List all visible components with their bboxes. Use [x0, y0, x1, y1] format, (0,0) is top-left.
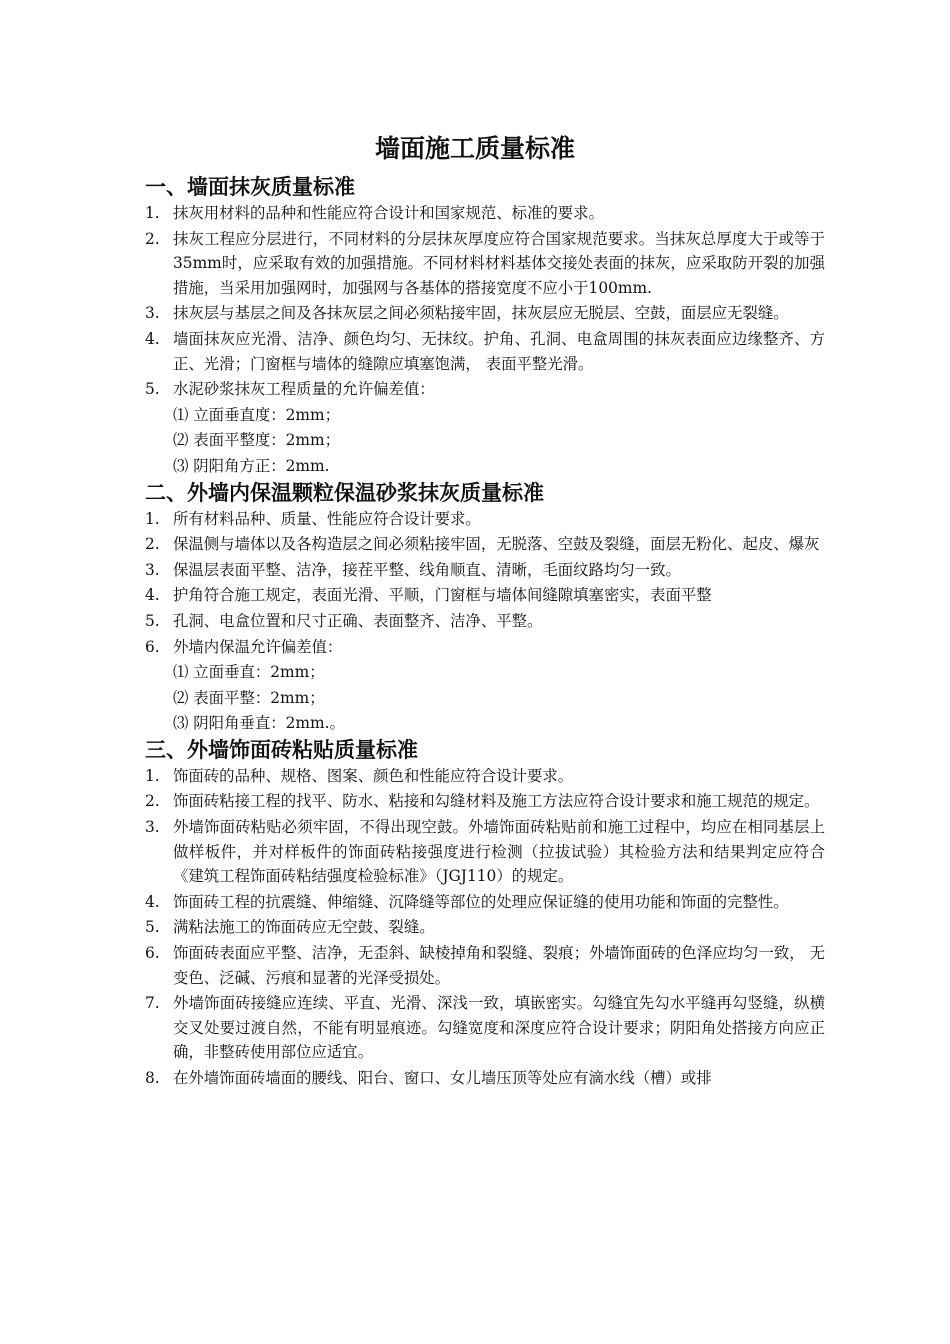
- item-number: 8.: [145, 1069, 160, 1087]
- list-item: [145, 915, 825, 940]
- document-body: [145, 174, 825, 1092]
- item-number: 4.: [145, 329, 160, 348]
- list-item: [145, 815, 825, 889]
- item-text: 饰面砖表面应平整、洁净，无歪斜、缺棱掉角和裂缝、裂痕；外墙饰面砖的色泽应均匀一致， 无变色、泛碱、污痕和显著的光泽受损处。: [173, 944, 825, 987]
- list-item: [145, 532, 825, 557]
- item-number: 5.: [145, 611, 160, 630]
- list-item: [145, 1066, 825, 1091]
- list-item: [145, 558, 825, 583]
- list-item: [145, 327, 825, 376]
- item-text: 饰面砖工程的抗震缝、伸缩缝、沉降缝等部位的处理应保证缝的使用功能和饰面的完整性。: [173, 892, 789, 911]
- item-number: 5.: [145, 380, 160, 399]
- item-number: 1.: [145, 204, 160, 222]
- sub-item: ⑵ 表面平整：2mm；: [173, 688, 325, 707]
- section-heading: 一、墙面抹灰质量标准: [145, 175, 355, 199]
- item-number: 2.: [145, 535, 160, 554]
- item-text: 所有材料品种、质量、性能应符合设计要求。: [173, 509, 481, 528]
- item-text: 孔洞、电盒位置和尺寸正确、表面整齐、洁净、平整。: [173, 611, 543, 630]
- item-number: 2.: [145, 792, 160, 811]
- item-text: 外墙饰面砖接缝应连续、平直、光滑、深浅一致，填嵌密实。勾缝宜先勾水平缝再勾竖缝，纵横交叉处要过渡自然，不能有明显痕迹。勾缝宽度和深度应符合设计要求；阴阳角处搭接方向应正确，非整砖使用部位应适宜。: [173, 994, 825, 1062]
- section-insulation-mortar: [145, 480, 825, 736]
- item-text: 墙面抹灰应光滑、洁净、颜色均匀、无抹纹。护角、孔洞、电盒周围的抹灰表面应边缘整齐、方正、光滑；门窗框与墙体的缝隙应填塞饱满， 表面平整光滑。: [173, 329, 825, 373]
- item-number: 2.: [145, 229, 160, 248]
- section-heading: 二、外墙内保温颗粒保温砂浆抹灰质量标准: [145, 480, 544, 505]
- list-item: [145, 764, 825, 789]
- item-text: 护角符合施工规定，表面光滑、平顺，门窗框与墙体间缝隙填塞密实，表面平整: [173, 586, 712, 605]
- item-text: 抹灰用材料的品种和性能应符合设计和国家规范、标准的要求。: [173, 204, 604, 222]
- item-text: 饰面砖粘接工程的找平、防水、粘接和勾缝材料及施工方法应符合设计要求和施工规范的规定。: [173, 792, 820, 811]
- item-number: 6.: [145, 637, 160, 656]
- list-item: [145, 507, 825, 532]
- item-text: 外墙饰面砖粘贴必须牢固，不得出现空鼓。外墙饰面砖粘贴前和施工过程中，均应在相同基层上做样板件，并对样板件的饰面砖粘接强度进行检测（拉拔试验）其检验方法和结果判定应符合《建筑工程饰面砖粘结强度检验标准》（JGJ110）的规定。: [173, 818, 825, 886]
- item-text: 满粘法施工的饰面砖应无空鼓、裂缝。: [173, 918, 435, 937]
- item-text: 饰面砖的品种、规格、图案、颜色和性能应符合设计要求。: [173, 766, 574, 785]
- list-item: [145, 583, 825, 608]
- sub-item: ⑶ 阴阳角方正：2mm.: [173, 456, 330, 475]
- item-number: 3.: [145, 818, 160, 837]
- item-number: 1.: [145, 766, 160, 785]
- item-text: 抹灰工程应分层进行，不同材料的分层抹灰厚度应符合国家规范要求。当抹灰总厚度大于或等于35mm时，应采取有效的加强措施。不同材料材料基体交接处表面的抹灰，应采取防开裂的加强措施，当采用加强网时，加强网与各基体的搭接宽度不应小于100mm.: [173, 229, 825, 297]
- list-item: [145, 635, 825, 660]
- item-text: 在外墙饰面砖墙面的腰线、阳台、窗口、女儿墙压顶等处应有滴水线（槽）或排: [173, 1069, 712, 1087]
- item-number: 4.: [145, 586, 160, 605]
- item-number: 4.: [145, 892, 160, 911]
- sub-item: ⑵ 表面平整度：2mm；: [173, 431, 340, 450]
- item-number: 6.: [145, 944, 160, 963]
- section-plastering: [145, 174, 825, 479]
- sub-item: ⑴ 立面垂直度：2mm；: [173, 405, 340, 424]
- item-number: 1.: [145, 509, 160, 528]
- list-item: [145, 941, 825, 990]
- list-item: [145, 377, 825, 402]
- item-text: 保温层表面平整、洁净，接茬平整、线角顺直、清晰，毛面纹路均匀一致。: [173, 560, 681, 579]
- item-text: 保温侧与墙体以及各构造层之间必须粘接牢固，无脱落、空鼓及裂缝，面层无粉化、起皮、爆灰: [173, 535, 820, 554]
- list-item: [145, 201, 825, 226]
- item-number: 5.: [145, 918, 160, 937]
- section-heading: 三、外墙饰面砖粘贴质量标准: [145, 737, 418, 762]
- list-item: [145, 789, 825, 814]
- list-item: [145, 301, 825, 326]
- section-facing-tiles: [145, 737, 825, 1091]
- sub-item: ⑶ 阴阳角垂直：2mm.。: [173, 714, 345, 733]
- list-item: [145, 609, 825, 634]
- item-text: 水泥砂浆抹灰工程质量的允许偏差值：: [173, 380, 435, 399]
- list-item: [145, 991, 825, 1065]
- page-title: 墙面施工质量标准: [374, 134, 575, 163]
- item-text: 抹灰层与基层之间及各抹灰层之间必须粘接牢固，抹灰层应无脱层、空鼓，面层应无裂缝。: [173, 304, 789, 323]
- item-text: 外墙内保温允许偏差值：: [173, 637, 343, 656]
- item-number: 3.: [145, 304, 160, 323]
- list-item: [145, 227, 825, 301]
- sub-item: ⑴ 立面垂直：2mm；: [173, 663, 325, 682]
- item-number: 3.: [145, 560, 160, 579]
- item-number: 7.: [145, 994, 160, 1013]
- list-item: [145, 890, 825, 915]
